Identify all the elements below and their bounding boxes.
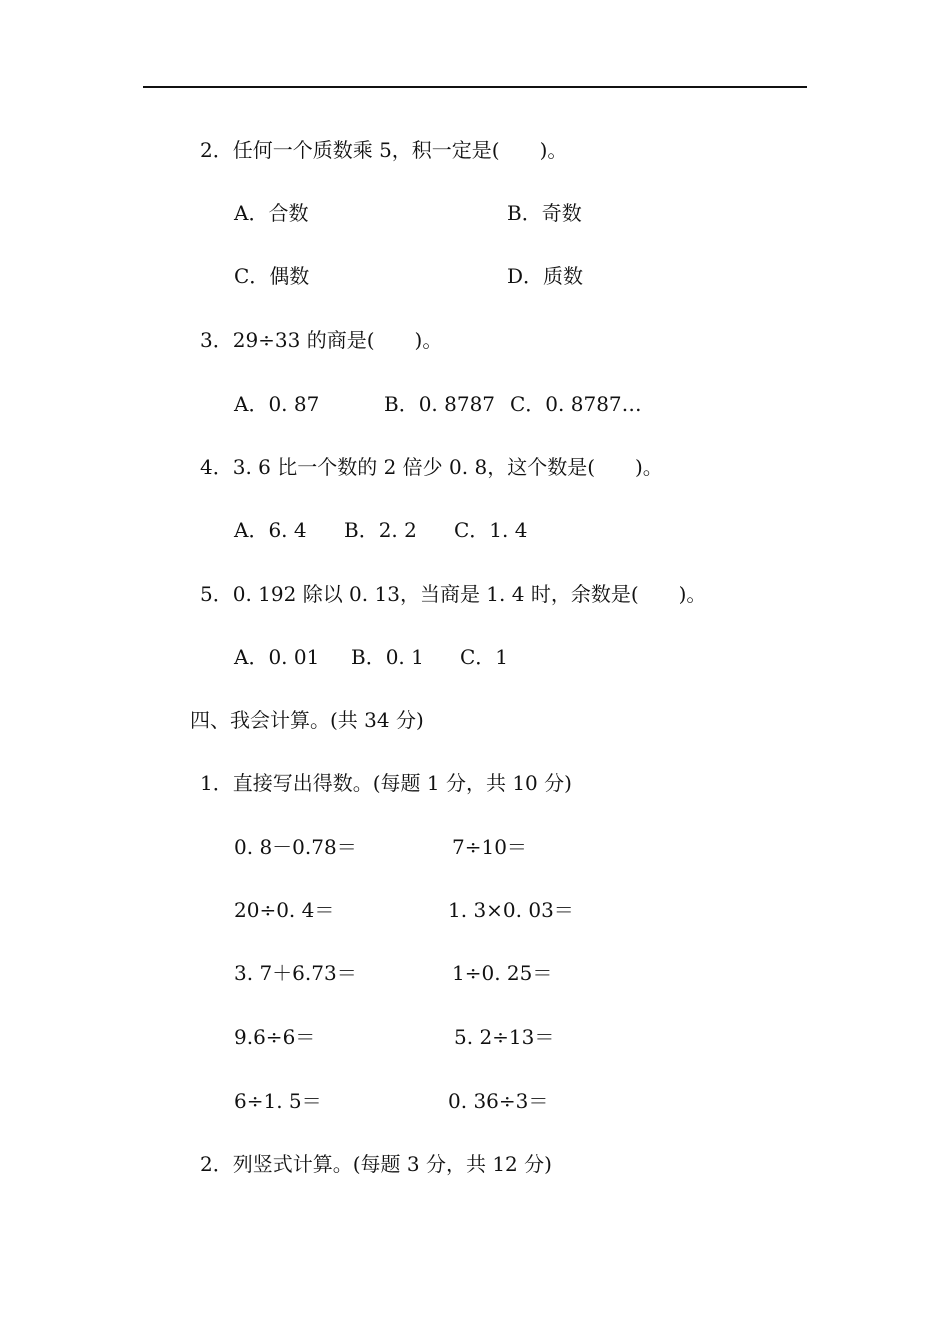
section-4-heading: 四、我会计算。(共 34 分) xyxy=(190,708,424,732)
header-rule xyxy=(143,86,807,88)
question-2-option-a: A．合数 xyxy=(234,201,309,225)
calc-item: 7÷10＝ xyxy=(452,835,527,859)
question-3-stem: 3．29÷33 的商是( )。 xyxy=(200,328,443,352)
calc-item: 0. 8－0.78＝ xyxy=(234,835,357,859)
part-2-title: 2．列竖式计算。(每题 3 分，共 12 分) xyxy=(200,1152,552,1176)
part-1-title: 1．直接写出得数。(每题 1 分，共 10 分) xyxy=(200,771,572,795)
question-3-option-b: B．0. 8787 xyxy=(384,392,496,416)
question-5-option-c: C．1 xyxy=(460,645,509,669)
calc-item: 1÷0. 25＝ xyxy=(452,961,553,985)
calc-item: 0. 36÷3＝ xyxy=(448,1089,549,1113)
question-2-option-d: D．质数 xyxy=(507,264,584,288)
question-2-stem: 2．任何一个质数乘 5，积一定是( )。 xyxy=(200,138,568,162)
question-4-option-b: B．2. 2 xyxy=(344,518,417,542)
calc-item: 20÷0. 4＝ xyxy=(234,898,335,922)
question-5-stem: 5．0. 192 除以 0. 13，当商是 1. 4 时，余数是( )。 xyxy=(200,582,707,606)
calc-item: 3. 7＋6.73＝ xyxy=(234,961,357,985)
question-5-option-a: A．0. 01 xyxy=(234,645,320,669)
question-3-option-c: C．0. 8787… xyxy=(510,392,642,416)
question-4-stem: 4．3. 6 比一个数的 2 倍少 0. 8，这个数是( )。 xyxy=(200,455,663,479)
question-2-option-b: B．奇数 xyxy=(507,201,582,225)
question-4-option-c: C．1. 4 xyxy=(454,518,528,542)
question-3-option-a: A．0. 87 xyxy=(234,392,320,416)
question-4-option-a: A．6. 4 xyxy=(234,518,307,542)
calc-item: 5. 2÷13＝ xyxy=(454,1025,555,1049)
calc-item: 1. 3×0. 03＝ xyxy=(448,898,574,922)
calc-item: 6÷1. 5＝ xyxy=(234,1089,322,1113)
question-5-option-b: B．0. 1 xyxy=(351,645,424,669)
question-2-option-c: C．偶数 xyxy=(234,264,310,288)
calc-item: 9.6÷6＝ xyxy=(234,1025,316,1049)
